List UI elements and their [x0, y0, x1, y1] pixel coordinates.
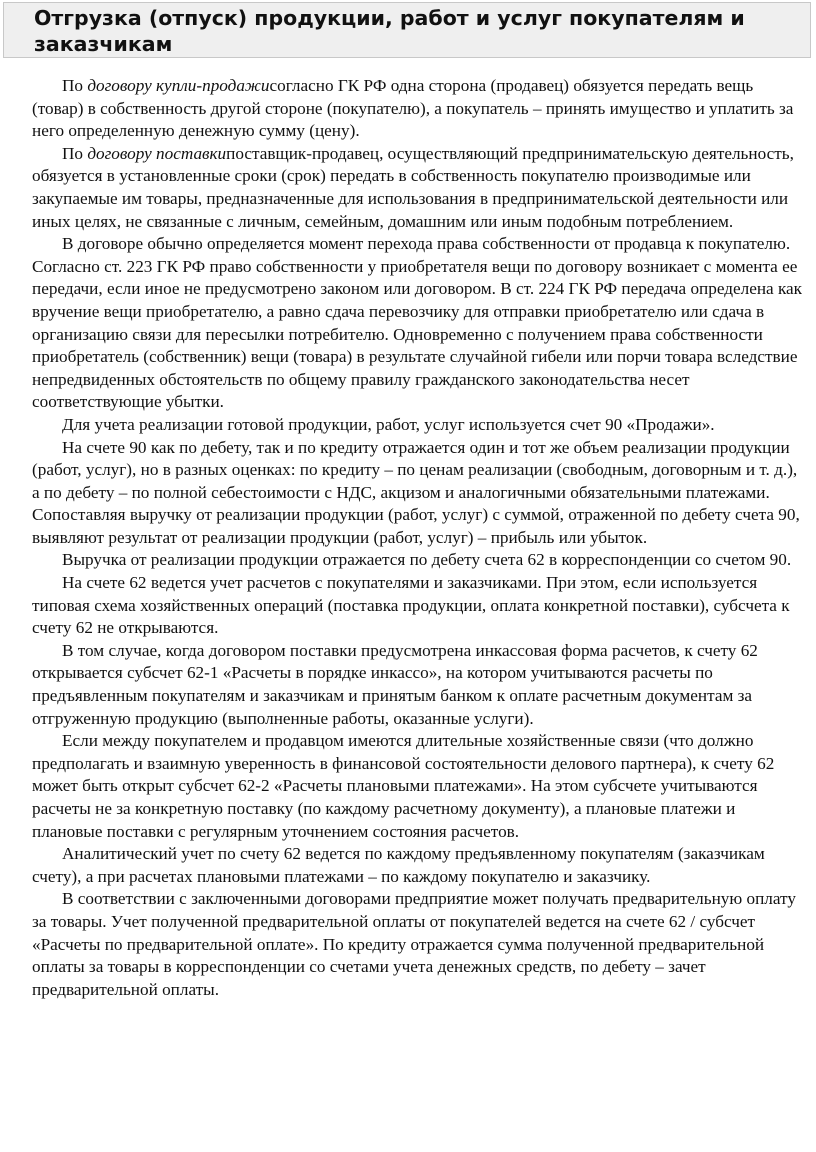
- paragraph: [32, 572, 804, 640]
- paragraph-text: В том случае, когда договором поставки предусмотрена инкассовая форма расчетов, к счету 62 открывается субсчет 62-1 «Расчеты в порядке инкассо», на котором учитываются расчеты по предъявленным покупателям и заказчикам и принятым банком к оплате расчетным документам за отгруженную продукцию (выполненные работы, оказанные услуги).: [32, 640, 758, 728]
- paragraph-term: договору поставки: [87, 143, 227, 163]
- paragraph: [32, 414, 804, 437]
- paragraph-text: Выручка от реализации продукции отражается по дебету счета 62 в корреспонденции со счетом 90.: [62, 550, 792, 570]
- paragraph-text: поставщик-продавец, осуществляющий предпринимательскую деятельность, обязуется в установленные сроки (срок) передать в собственность покупателю производимые или закупаемые им товары, предназначенные для использования в предпринимательской деятельности или иных целях, не связанные с личным, семейным, домашним или иным подобным потреблением.: [32, 143, 794, 231]
- paragraph: [32, 640, 804, 730]
- paragraph-term: договору купли-продажи: [87, 76, 270, 95]
- paragraph-text: Если между покупателем и продавцом имеются длительные хозяйственные связи (что должно предполагать и взаимную уверенность в финансовой состоятельности делового партнера), к счету 62 может быть открыт субсчет 62-2 «Расчеты плановыми платежами». На этом субсчете учитываются расчеты не за конкретную поставку (по каждому расчетному документу), а плановые платежи и плановые поставки с регулярным уточнением состояния расчетов.: [32, 731, 775, 841]
- document-body: [32, 75, 804, 1001]
- paragraph: [32, 730, 804, 843]
- paragraph: [32, 888, 804, 1001]
- paragraph: [32, 843, 804, 888]
- paragraph: [32, 143, 804, 233]
- paragraph: [32, 549, 804, 572]
- paragraph-text: На счете 62 ведется учет расчетов с покупателями и заказчиками. При этом, если используется типовая схема хозяйственных операций (поставка продукции, оплата конкретной поставки), субсчета к счету 62 не открываются.: [32, 573, 790, 638]
- paragraph-text: По: [62, 143, 88, 163]
- paragraph-text: По: [62, 76, 88, 95]
- paragraph: [32, 233, 804, 414]
- paragraph-text: Для учета реализации готовой продукции, работ, услуг используется счет 90 «Продажи».: [62, 414, 715, 434]
- paragraph-text: согласно ГК РФ одна сторона (продавец) обязуется передать вещь (товар) в собственность другой стороне (покупателю), а покупатель – принять имущество и уплатить за него определенную денежную сумму (цену).: [32, 76, 794, 141]
- paragraph-text: На счете 90 как по дебету, так и по кредиту отражается один и тот же объем реализации продукции (работ, услуг), но в разных оценках: по кредиту – по ценам реализации (свободным, договорным и т. д.), а по дебету – по полной себестоимости с НДС, акцизом и аналогичными обязательными платежами. Сопоставляя выручку от реализации продукции (работ, услуг) с суммой, отраженной по дебету счета 90, выявляют результат от реализации продукции (работ, услуг) – прибыль или убыток.: [32, 437, 800, 547]
- section-heading: Отгрузка (отпуск) продукции, работ и услуг покупателям и заказчикам: [34, 6, 745, 56]
- paragraph-text: В договоре обычно определяется момент перехода права собственности от продавца к покупателю. Согласно ст. 223 ГК РФ право собственности у приобретателя вещи по договору возникает с момента ее передачи, если иное не предусмотрено законом или договором. В ст. 224 ГК РФ передача определена как вручение вещи приобретателю, а равно сдача перевозчику для отправки приобретателю или сдача в организацию связи для пересылки потребителю. Одновременно с получением права собственности приобретатель (собственник) вещи (товара) в результате случайной гибели или порчи товара вследствие непредвиденных обстоятельств по общему правилу гражданского законодательства несет соответствующие убытки.: [32, 234, 803, 412]
- paragraph-text: Аналитический учет по счету 62 ведется по каждому предъявленному покупателям (заказчикам счету), а при расчетах плановыми платежами – по каждому покупателю и заказчику.: [32, 844, 765, 886]
- paragraph-text: В соответствии с заключенными договорами предприятие может получать предварительную оплату за товары. Учет полученной предварительной оплаты от покупателей ведется на счете 62 / субсчет «Расчеты по предварительной оплате». По кредиту отражается сумма полученной предварительной оплаты за товары в корреспонденции со счетами учета денежных средств, по дебету – зачет предварительной оплаты.: [32, 889, 796, 999]
- paragraph: [32, 437, 804, 550]
- paragraph: [32, 75, 804, 143]
- section-heading-box: [3, 2, 811, 58]
